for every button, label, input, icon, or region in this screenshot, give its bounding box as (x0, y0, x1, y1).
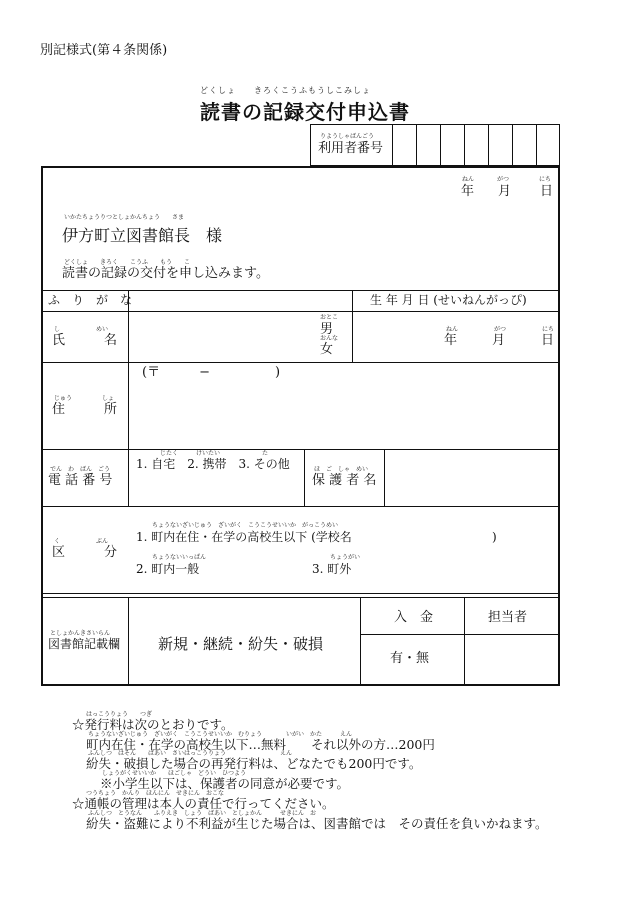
guardian-label: 保 護 者 名 (312, 473, 377, 488)
address-label: 住 所 (52, 402, 118, 417)
note-line: ☆通帳の管理は本人の責任で行ってください。 (72, 796, 335, 811)
birth-year-ruby: ねん (446, 326, 459, 333)
user-number-ruby: りようしゃばんごう (320, 133, 375, 140)
birth-month-ruby: がつ (494, 326, 507, 333)
addressee: 伊方町立図書館長 様 (62, 226, 223, 245)
library-section-ruby: としょかんきさいらん (50, 630, 111, 637)
name-field[interactable] (130, 313, 310, 361)
category-ruby: く ぶん (54, 538, 109, 545)
female-ruby: おんな (320, 335, 339, 342)
address-field[interactable] (130, 382, 558, 448)
phone-options-ruby: じたく けいたい た (160, 450, 269, 457)
staff-field[interactable] (466, 636, 558, 684)
note-ruby: しょうがくせいいか ほごしゃ どうい ひつよう (102, 770, 247, 777)
birth-year-label: 年 (444, 333, 458, 348)
birth-month-label: 月 (492, 333, 506, 348)
category-option-2[interactable]: 2. 町内一般 (136, 562, 200, 576)
category-option-1[interactable]: 1. 町内在住・在学の高校生以下 (学校名 (136, 530, 352, 544)
request-ruby: どくしょ きろく こうふ もう こ (64, 259, 191, 266)
birthdate-label: 生 年 月 日 (せいねんがっぴ) (370, 293, 527, 307)
note-ruby: ちょうないざいじゅう ざいがく こうこうせいいか むりょう いがい かた えん (88, 731, 353, 738)
category-option-1-close: ) (492, 530, 497, 544)
user-number-label: 利用者番号 (318, 141, 384, 156)
furigana-label: ふ り が な (48, 293, 133, 307)
category-3-ruby: ちょうがい (330, 554, 361, 561)
birth-day-label: 日 (541, 333, 555, 348)
addressee-ruby: いかたちょうりつとしょかんちょう さま (64, 214, 185, 221)
staff-label: 担当者 (488, 610, 528, 625)
month-ruby: がつ (497, 176, 510, 183)
note-line: ☆発行料は次のとおりです。 (72, 717, 234, 732)
female-option[interactable]: 女 (320, 342, 334, 357)
note-line: 紛失・盗難により不利益が生じた場合は、図書館では その責任を負いかねます。 (86, 816, 548, 831)
category-label: 区 分 (52, 545, 118, 560)
guardian-field[interactable] (386, 451, 558, 505)
note-ruby: はっこうりょう つぎ (86, 711, 153, 718)
category-option-3[interactable]: 3. 町外 (312, 562, 352, 576)
payment-label: 入 金 (394, 610, 434, 625)
library-section-label: 図書館記載欄 (48, 637, 121, 651)
male-ruby: おとこ (320, 314, 339, 321)
category-2-ruby: ちょうないいっぱん (152, 554, 207, 561)
request-text: 読書の記録の交付を申し込みます。 (62, 266, 269, 281)
birth-day-ruby: にち (542, 326, 555, 333)
phone-ruby: でん わ ばん ごう (50, 466, 111, 473)
note-line: 紛失・破損した場合の再発行料は、どなたでも200円です。 (86, 756, 422, 771)
form-reference: 別記様式(第４条関係) (40, 43, 168, 58)
guardian-ruby: ほ ご しゃ めい (314, 466, 369, 473)
year-ruby: ねん (462, 176, 475, 183)
date-month-label: 月 (498, 184, 512, 199)
category-1-ruby: ちょうないざいじゅう ざいがく こうこうせいいか がっこうめい (152, 522, 339, 529)
title-ruby: どくしょ きろくこうふもうしこみしょ (200, 86, 371, 95)
day-ruby: にち (539, 176, 552, 183)
application-type-options[interactable]: 新規・継続・紛失・破損 (158, 635, 324, 653)
note-ruby: ふんしつ とうなん ふりえき しょう ばあい としょかん せきにん お (88, 810, 317, 817)
name-label: 氏 名 (52, 333, 118, 348)
address-ruby: じゅう しょ (54, 395, 115, 402)
date-day-label: 日 (540, 184, 554, 199)
note-line: ※小学生以下は、保護者の同意が必要です。 (100, 776, 350, 791)
phone-type-options[interactable]: 1. 自宅 2. 携帯 3. その他 (136, 457, 290, 471)
phone-field[interactable] (136, 478, 302, 504)
note-ruby: ふんしつ はそん ばあい さいはっこうりょう えん (88, 750, 293, 757)
date-year-label: 年 (461, 184, 475, 199)
male-option[interactable]: 男 (320, 322, 334, 337)
payment-value[interactable]: 有・無 (390, 651, 430, 666)
name-ruby: し めい (54, 326, 109, 333)
note-line: 町内在住・在学の高校生以下…無料 それ以外の方…200円 (86, 737, 435, 752)
page-title: 読書の記録交付申込書 (200, 100, 410, 124)
phone-label: 電 話 番 号 (48, 473, 113, 488)
postal-code: (〒 − ) (142, 365, 281, 380)
note-ruby: つうちょう かんり ほんにん せきにん おこな (86, 790, 225, 797)
furigana-field[interactable] (130, 292, 350, 310)
